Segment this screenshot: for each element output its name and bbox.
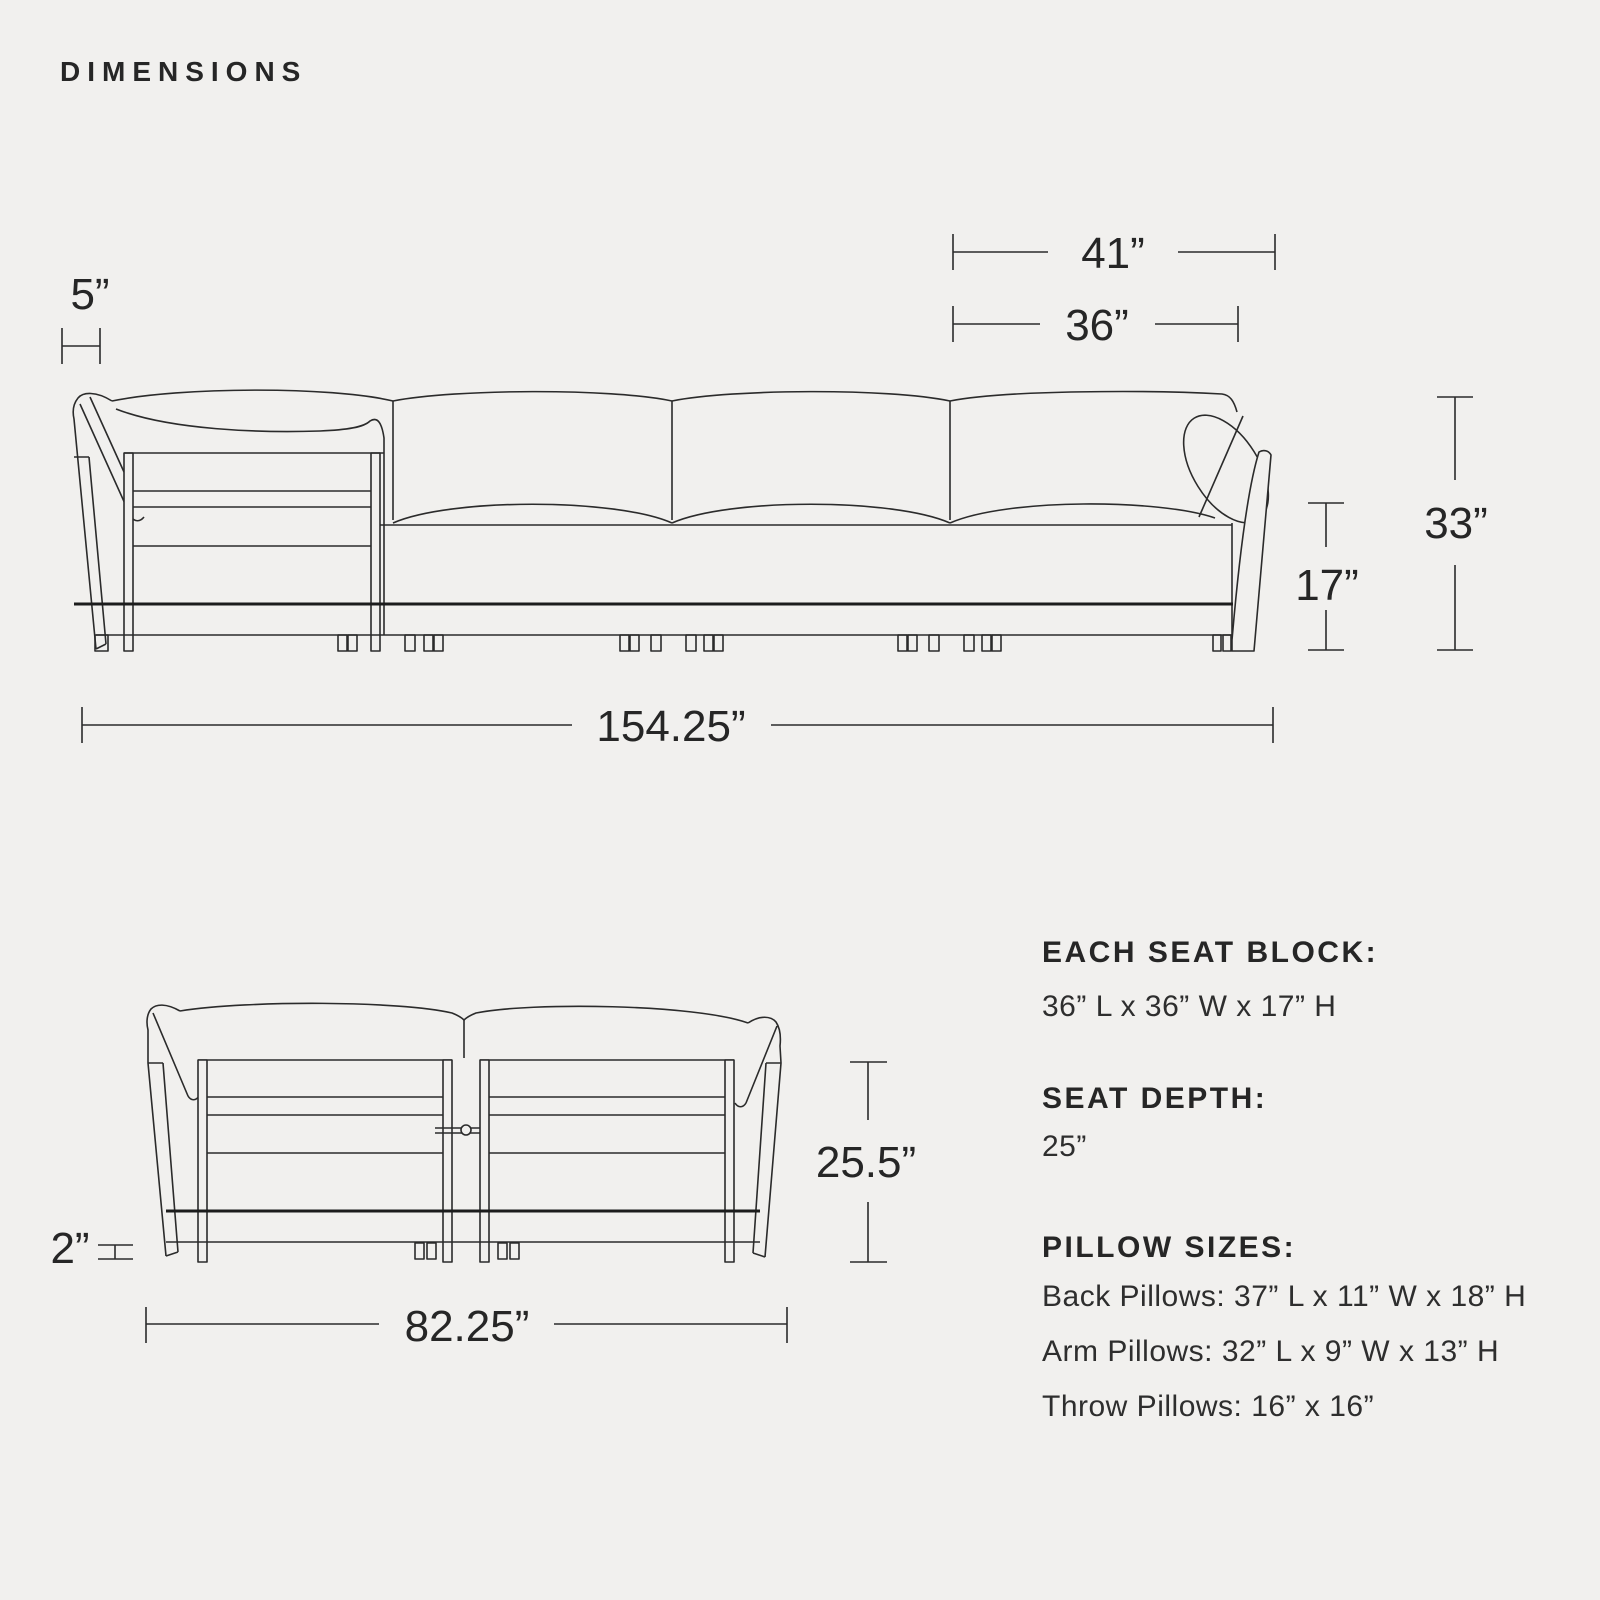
spec-value-arm-pillows: Arm Pillows: 32” L x 9” W x 13” H <box>1042 1335 1500 1368</box>
front-frame-rails <box>133 491 371 546</box>
dim-line-seat-height <box>1295 503 1359 650</box>
dim-line-seat-width <box>953 301 1238 350</box>
spec-value-throw-pillows: Throw Pillows: 16” x 16” <box>1042 1390 1375 1423</box>
spec-heading-pillow-sizes: PILLOW SIZES: <box>1042 1231 1297 1264</box>
front-back-cushion-top-edge <box>112 390 1237 412</box>
dim-label-overall-width: 154.25” <box>596 702 746 751</box>
dim-line-seat-with-arm-width <box>953 229 1275 278</box>
sofa-front-elevation <box>73 390 1286 651</box>
front-frame-post-right <box>371 453 380 651</box>
dim-line-leg-height <box>50 1224 133 1273</box>
front-corner-cushion-top <box>116 409 384 457</box>
back-left-frame-rails <box>207 1097 443 1153</box>
back-left-wing-diagonal <box>153 1013 199 1100</box>
dim-label-frame-height: 25.5” <box>815 1138 917 1187</box>
dim-label-leg-height: 2” <box>50 1224 90 1273</box>
back-legs <box>415 1243 519 1259</box>
dim-line-overall-height <box>1424 397 1488 650</box>
sofa-back-elevation <box>147 1003 781 1262</box>
back-left-frame-post-right <box>443 1060 452 1262</box>
dim-label-overall-depth: 82.25” <box>404 1302 530 1351</box>
dim-label-arm-overhang: 5” <box>70 270 110 319</box>
front-view-dimensions <box>62 229 1488 751</box>
front-back-cushion-bottom-curves <box>393 504 1215 523</box>
back-module-connector-knob <box>461 1125 471 1135</box>
spec-value-back-pillows: Back Pillows: 37” L x 11” W x 18” H <box>1042 1280 1527 1313</box>
spec-value-seat-depth: 25” <box>1042 1130 1087 1163</box>
back-right-frame-rails <box>489 1097 725 1153</box>
back-right-wing-outer-edge <box>748 1017 781 1257</box>
dim-label-seat-width: 36” <box>1065 301 1129 350</box>
page-title: DIMENSIONS <box>60 56 308 87</box>
dim-line-overall-depth <box>146 1302 787 1351</box>
back-right-wing-diagonal <box>735 1026 777 1107</box>
dim-line-arm-overhang <box>62 270 110 364</box>
back-left-frame-post-left <box>198 1060 207 1262</box>
front-frame-post-left <box>124 453 133 651</box>
dim-line-overall-width <box>82 702 1273 751</box>
front-left-side-panel <box>74 457 106 649</box>
front-left-wing-inner-line <box>90 397 124 472</box>
dim-line-frame-height <box>816 1062 916 1262</box>
spec-heading-seat-depth: SEAT DEPTH: <box>1042 1082 1268 1115</box>
front-legs <box>95 635 1231 651</box>
spec-value-seat-block: 36” L x 36” W x 17” H <box>1042 990 1337 1023</box>
back-right-frame-post-left <box>480 1060 489 1262</box>
back-right-frame-post-right <box>725 1060 734 1262</box>
spec-heading-seat-block: EACH SEAT BLOCK: <box>1042 936 1379 969</box>
dim-label-seat-height: 17” <box>1295 561 1359 610</box>
back-module-connector <box>435 1128 480 1133</box>
dim-label-overall-height: 33” <box>1424 499 1488 548</box>
dim-label-seat-with-arm-width: 41” <box>1081 229 1145 278</box>
